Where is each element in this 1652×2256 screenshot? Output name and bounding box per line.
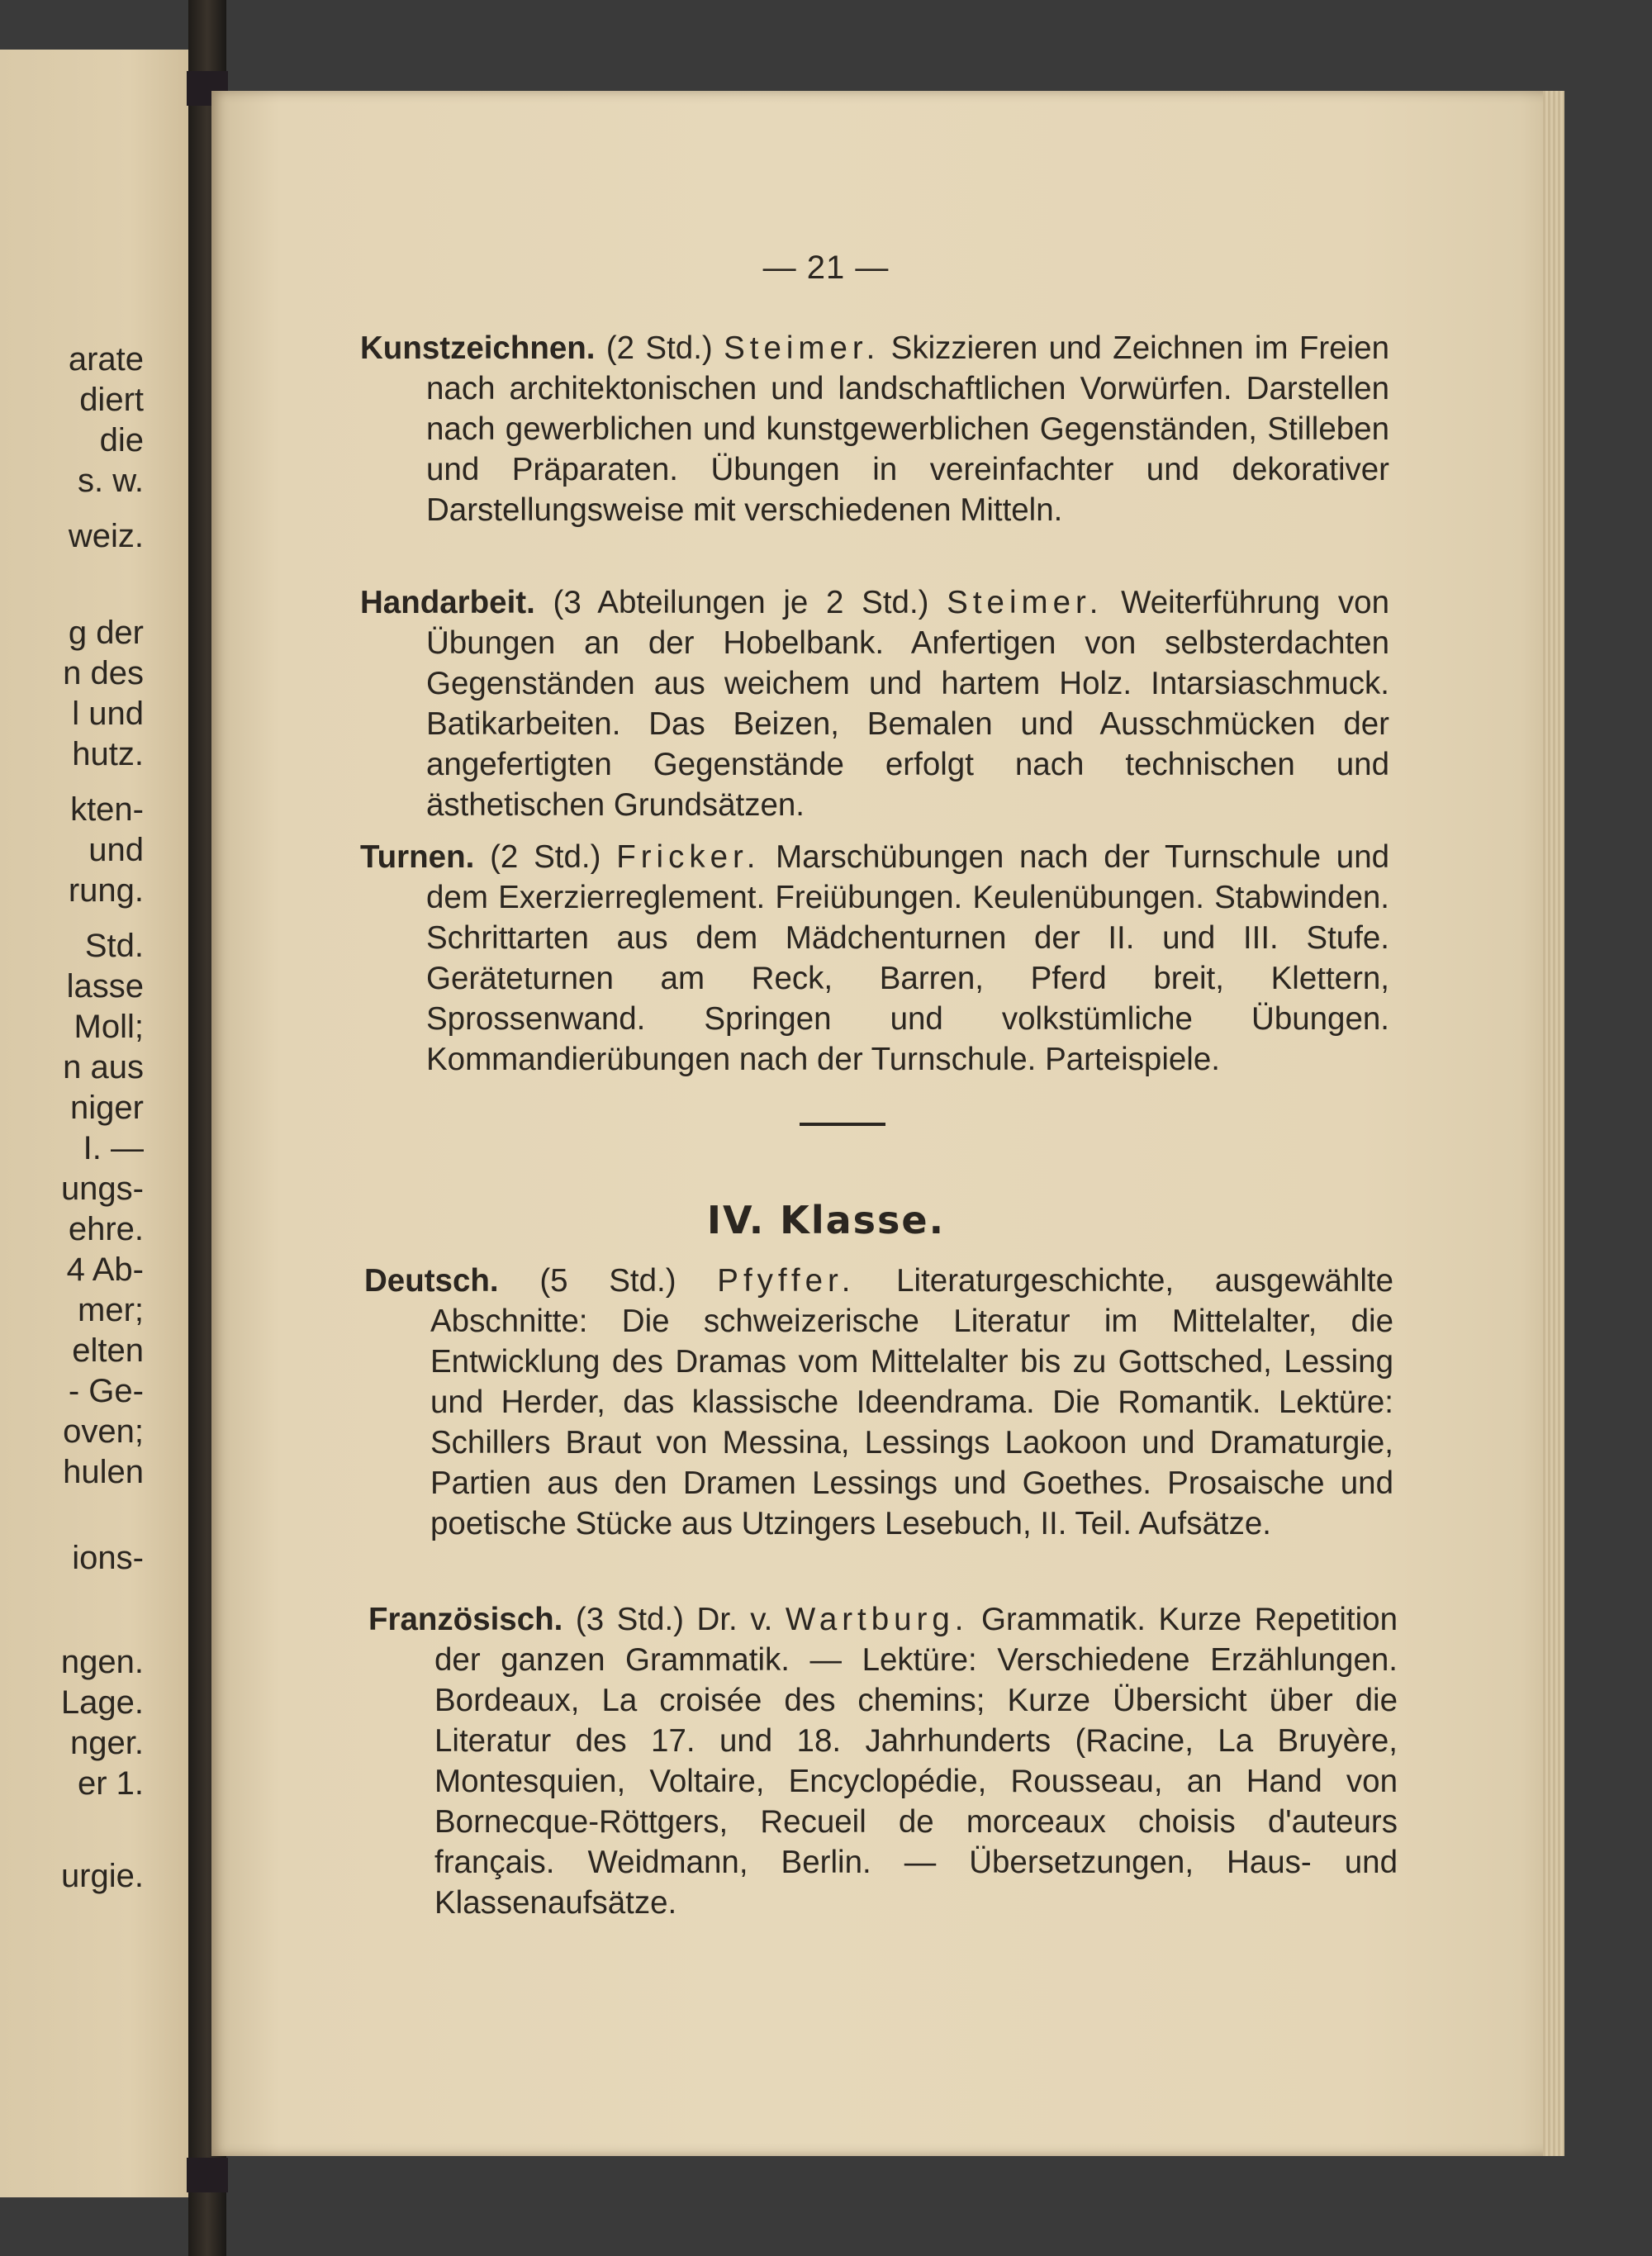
- subject-entry-handarbeit: [360, 582, 1389, 825]
- left-page-fragment: nger.: [70, 1725, 144, 1761]
- subject-entry-franzoesisch: [368, 1599, 1398, 1923]
- left-page-fragment: elten: [72, 1332, 144, 1369]
- left-page-fragment: 4 Ab-: [66, 1251, 144, 1288]
- left-page-fragment: er 1.: [77, 1765, 144, 1802]
- subject-teacher: Steimer.: [947, 585, 1104, 620]
- subject-title: Kunstzeichnen.: [360, 330, 596, 366]
- subject-description: Literaturgeschichte, ausgewählte Abschnitte: Die schweizerische Literatur im Mittelalter, die Entwicklung des Dramas vom Mittelalter bis zu Gottsched, Lessing und Herder, das klassische Ideendrama. Die Romantik. Lektüre: Schillers Braut von Messina, Lessings Laokoon und Dramaturgie, Partien aus den Dramen Lessings und Goethes. Prosaische und poetische Stücke aus Utzingers Lesebuch, II. Teil. Aufsätze.: [430, 1263, 1394, 1541]
- left-page-fragment: lasse: [66, 968, 144, 1005]
- left-page-fragment: Lage.: [60, 1684, 144, 1721]
- subject-description: Grammatik. Kurze Repetition der ganzen Grammatik. — Lektüre: Verschiedene Erzählungen. Bordeaux, La croisée des chemins; Kurze Übersicht über die Literatur des 17. und 18. Jahrhunderts (Racine, La Bruyère, Montesquien, Voltaire, Encyclopédie, Rousseau, an Hand von Bornecque-Röttgers, Recueil de morceaux choisis d'auteurs français. Weidmann, Berlin. — Übersetzungen, Haus- und Klassenaufsätze.: [434, 1602, 1398, 1921]
- subject-title: Turnen.: [360, 839, 475, 875]
- gutter-thread: [187, 2158, 228, 2192]
- section-heading: IV. Klasse.: [706, 1198, 946, 1242]
- left-page-fragment: hulen: [63, 1454, 144, 1490]
- subject-hours: (3 Abteilungen je 2 Std.): [553, 585, 929, 620]
- page-edge: [1543, 91, 1564, 2156]
- left-page-fragment: hutz.: [72, 736, 144, 772]
- section-divider: [800, 1123, 885, 1126]
- subject-teacher: Fricker.: [616, 839, 761, 875]
- left-page-fragment: weiz.: [68, 518, 144, 554]
- left-facing-page: [0, 50, 216, 2197]
- left-page-fragment: ngen.: [60, 1644, 144, 1680]
- left-page-fragment: ungs-: [60, 1171, 144, 1207]
- subject-title: Handarbeit.: [360, 585, 535, 620]
- left-page-fragment: kten-: [70, 791, 144, 828]
- page-number: — 21 —: [762, 249, 890, 286]
- subject-title: Französisch.: [368, 1602, 563, 1637]
- subject-teacher: Pfyffer.: [717, 1263, 856, 1299]
- subject-description: Marschübungen nach der Turnschule und dem Exerzierreglement. Freiübungen. Keulenübungen. Stabwinden. Schrittarten aus dem Mädchenturnen der II. und III. Stufe. Geräteturnen am Reck, Barren, Pferd breit, Klettern, Sprossenwand. Springen und volkstümliche Übungen. Kommandierübungen nach der Turnschule. Parteispiele.: [426, 839, 1390, 1077]
- subject-entry-kunstzeichnen: [360, 328, 1389, 530]
- left-page-fragment: I. —: [83, 1130, 144, 1166]
- left-page-fragment: l und: [72, 696, 144, 732]
- subject-description: Weiterführung von Übungen an der Hobelbank. Anfertigen von selbsterdachten Gegenständen aus weichem und hartem Holz. Intarsiaschmuck. Batikarbeiten. Das Beizen, Bemalen und Ausschmücken der angefertigten Gegenstände erfolgt nach technischen und ästhetischen Grundsätzen.: [426, 585, 1389, 823]
- left-page-fragment: und: [88, 832, 144, 868]
- left-page-fragment: diert: [79, 382, 144, 418]
- left-page-fragment: s. w.: [77, 463, 144, 499]
- subject-entry-deutsch: [364, 1261, 1393, 1544]
- left-page-fragment: ions-: [72, 1540, 144, 1576]
- left-page-fragment: arate: [68, 341, 144, 378]
- subject-hours: (2 Std.): [490, 839, 601, 875]
- left-page-fragment: Std.: [84, 928, 144, 964]
- subject-description: Skizzieren und Zeichnen im Freien nach architektonischen und landschaftlichen Vorwürfen. Darstellen nach gewerblichen und kunstgewerblichen Gegenständen, Stilleben und Präparaten. Übungen in vereinfachter und dekorativer Darstellungsweise mit verschiedenen Mitteln.: [426, 330, 1389, 528]
- subject-teacher: Steimer.: [724, 330, 881, 366]
- left-page-fragment: urgie.: [60, 1858, 144, 1894]
- left-page-fragment: - Ge-: [68, 1373, 144, 1409]
- left-page-fragment: die: [99, 422, 144, 458]
- left-page-fragment: Moll;: [74, 1009, 144, 1045]
- subject-teacher-prefix: Dr. v.: [696, 1602, 773, 1637]
- subject-title: Deutsch.: [364, 1263, 499, 1299]
- left-page-fragment: mer;: [78, 1292, 144, 1328]
- subject-teacher: Wartburg.: [785, 1602, 969, 1637]
- left-page-fragment: niger: [70, 1090, 144, 1126]
- left-page-fragment: g der: [68, 615, 144, 651]
- left-page-fragment: n aus: [63, 1049, 144, 1085]
- subject-hours: (5 Std.): [539, 1263, 676, 1299]
- subject-hours: (3 Std.): [575, 1602, 684, 1637]
- left-page-fragment: n des: [63, 655, 144, 691]
- subject-hours: (2 Std.): [605, 330, 713, 366]
- left-page-fragment: oven;: [63, 1413, 144, 1450]
- left-page-fragment: ehre.: [68, 1211, 144, 1247]
- left-page-fragment: rung.: [68, 872, 144, 909]
- subject-entry-turnen: [360, 837, 1389, 1080]
